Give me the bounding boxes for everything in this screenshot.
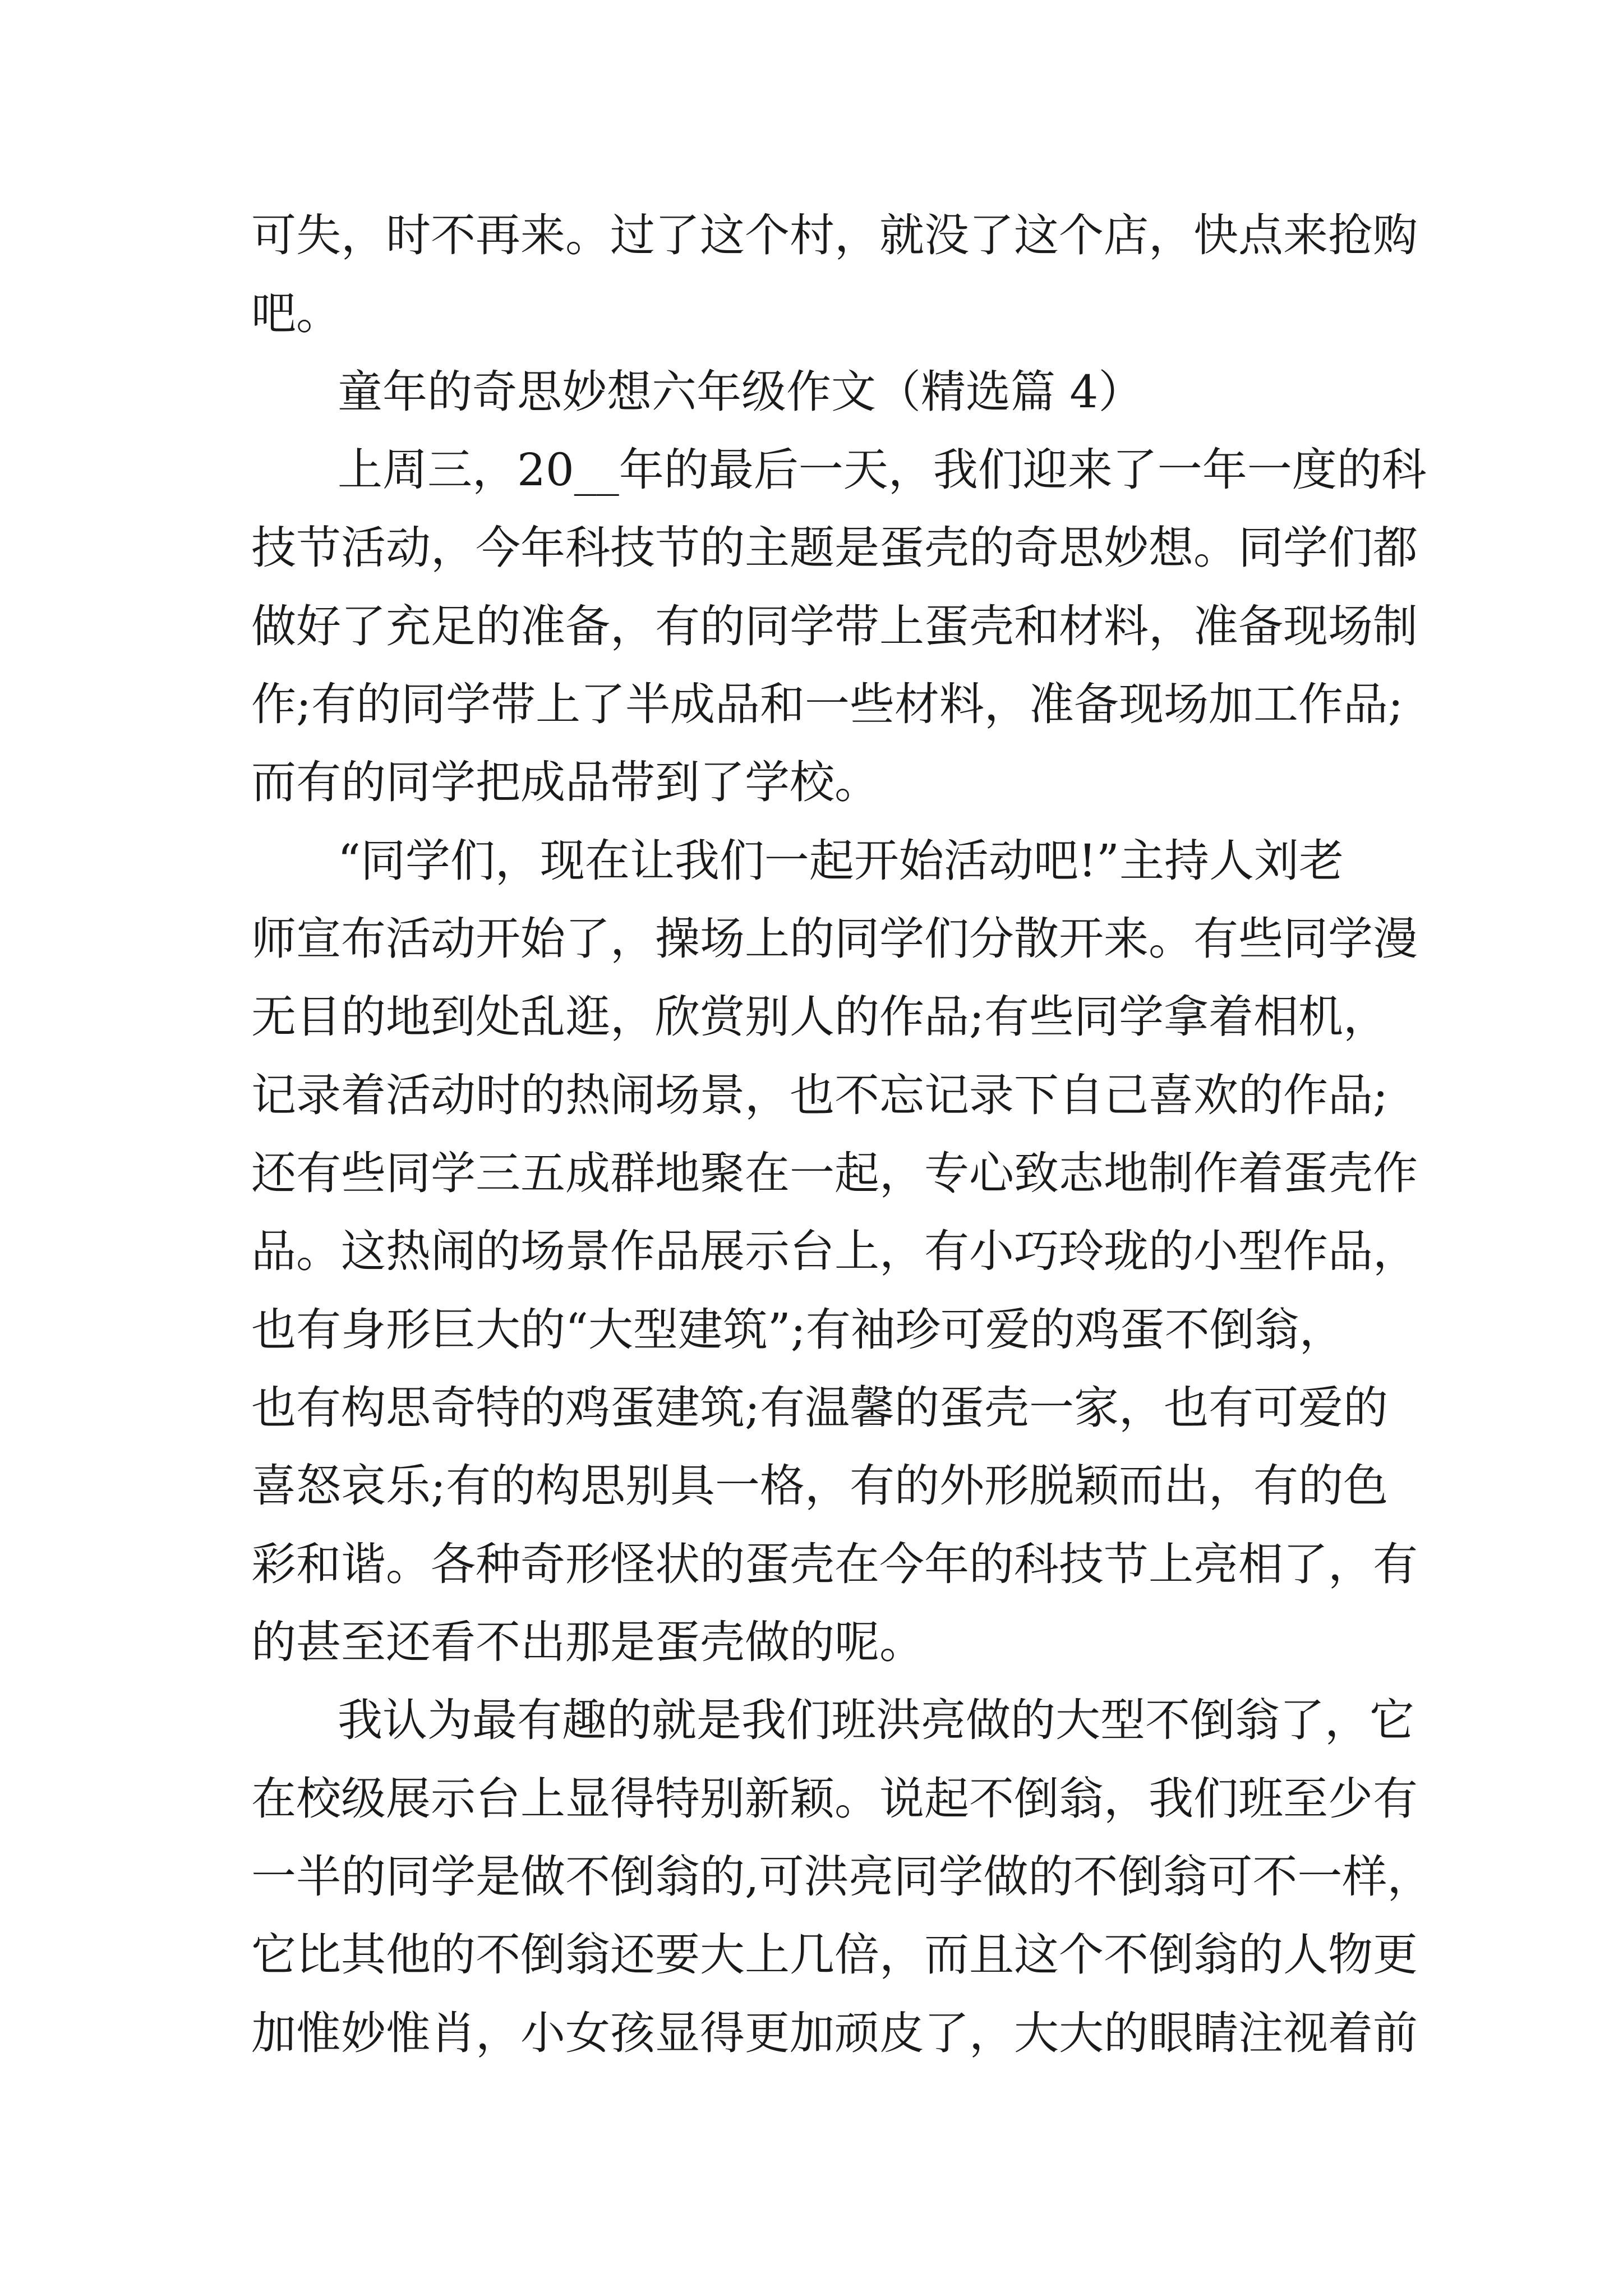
text-line: 师宣布活动开始了，操场上的同学们分散开来。有些同学漫 (251, 913, 1418, 965)
text-line: 无目的地到处乱逛，欣赏别人的作品;有些同学拿着相机， (251, 991, 1388, 1043)
text-line: 品。这热闹的场景作品展示台上，有小巧玲珑的小型作品， (251, 1225, 1418, 1277)
text-line: 做好了充足的准备，有的同学带上蛋壳和材料，准备现场制 (251, 600, 1418, 652)
text-line: 的甚至还看不出那是蛋壳做的呢。 (251, 1616, 924, 1668)
section-heading: 童年的奇思妙想六年级作文（精选篇 4） (338, 366, 1144, 418)
text-line: 而有的同学把成品带到了学校。 (251, 756, 879, 808)
text-line: 一半的同学是做不倒翁的,可洪亮同学做的不倒翁可不一样， (251, 1851, 1432, 1903)
text-line: 它比其他的不倒翁还要大上几倍，而且这个不倒翁的人物更 (251, 1929, 1418, 1981)
text-line: 加惟妙惟肖，小女孩显得更加顽皮了，大大的眼睛注视着前 (251, 2007, 1418, 2059)
text-line: 吧。 (251, 287, 341, 339)
paragraph-line: 我认为最有趣的就是我们班洪亮做的大型不倒翁了，它 (338, 1694, 1414, 1746)
text-line: 还有些同学三五成群地聚在一起，专心致志地制作着蛋壳作 (251, 1147, 1418, 1199)
paragraph-line: 上周三，20__年的最后一天，我们迎来了一年一度的科 (338, 444, 1427, 496)
text-line: 喜怒哀乐;有的构思别具一格，有的外形脱颖而出，有的色 (251, 1460, 1388, 1512)
text-line: 作;有的同学带上了半成品和一些材料，准备现场加工作品; (251, 678, 1403, 730)
paragraph-line: “同学们，现在让我们一起开始活动吧!”主持人刘老 (338, 835, 1344, 887)
text-line: 也有身形巨大的“大型建筑”;有袖珍可爱的鸡蛋不倒翁， (251, 1304, 1344, 1356)
text-line: 也有构思奇特的鸡蛋建筑;有温馨的蛋壳一家，也有可爱的 (251, 1382, 1388, 1434)
text-line: 技节活动，今年科技节的主题是蛋壳的奇思妙想。同学们都 (251, 522, 1418, 574)
text-line: 彩和谐。各种奇形怪状的蛋壳在今年的科技节上亮相了，有 (251, 1538, 1418, 1590)
text-line: 可失，时不再来。过了这个村，就没了这个店，快点来抢购 (251, 209, 1418, 261)
text-line: 在校级展示台上显得特别新颖。说起不倒翁，我们班至少有 (251, 1773, 1418, 1825)
text-line: 记录着活动时的热闹场景，也不忘记录下自己喜欢的作品; (251, 1069, 1388, 1121)
